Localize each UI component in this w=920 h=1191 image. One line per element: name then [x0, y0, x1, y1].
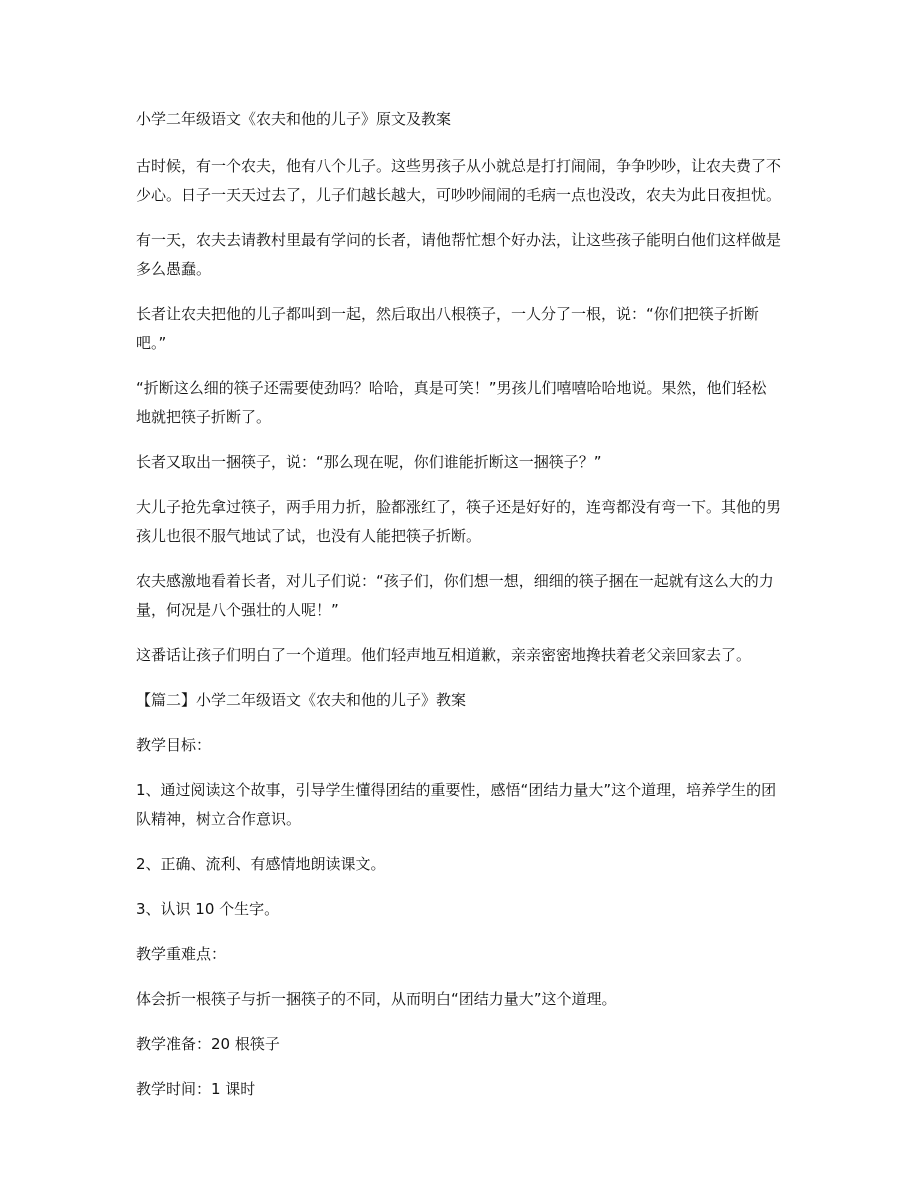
story-paragraph-2: 有一天，农夫去请教村里最有学问的长者，请他帮忙想个好办法，让这些孩子能明白他们这样做是多么愚蠢。	[136, 231, 782, 278]
story-paragraph-8: 这番话让孩子们明白了一个道理。他们轻声地互相道歉，亲亲密密地搀扶着老父亲回家去了。	[136, 646, 752, 664]
story-paragraph-7: 农夫感激地看着长者，对儿子们说：“孩子们，你们想一想，细细的筷子捆在一起就有这么大的力量，何况是八个强壮的人呢！”	[136, 572, 774, 619]
teaching-preparation: 教学准备：20 根筷子	[136, 1035, 280, 1053]
teaching-goal-3: 3、认识 10 个生字。	[136, 900, 280, 918]
teaching-goal-1: 1、通过阅读这个故事，引导学生懂得团结的重要性，感悟“团结力量大”这个道理，培养学生的团队精神，树立合作意识。	[136, 781, 777, 828]
story-paragraph-6: 大儿子抢先拿过筷子，两手用力折，脸都涨红了，筷子还是好好的，连弯都没有弯一下。其他的男孩儿也很不服气地试了试，也没有人能把筷子折断。	[136, 498, 782, 545]
story-paragraph-1: 古时候，有一个农夫，他有八个儿子。这些男孩子从小就总是打打闹闹，争争吵吵，让农夫费了不少心。日子一天天过去了，儿子们越长越大，可吵吵闹闹的毛病一点也没改，农夫为此日夜担忧。	[136, 157, 782, 204]
document-body	[136, 105, 781, 1120]
section-heading-part-two: 【篇二】小学二年级语文《农夫和他的儿子》教案	[136, 691, 467, 709]
story-paragraph-5: 长者又取出一捆筷子，说：“那么现在呢，你们谁能折断这一捆筷子？”	[136, 453, 602, 471]
story-paragraph-3: 长者让农夫把他的儿子都叫到一起，然后取出八根筷子，一人分了一根，说：“你们把筷子折断吧。”	[136, 305, 759, 352]
teaching-time: 教学时间：1 课时	[136, 1080, 256, 1098]
key-points-heading: 教学重难点：	[136, 945, 227, 963]
story-paragraph-4: “折断这么细的筷子还需要使劲吗？哈哈，真是可笑！”男孩儿们嘻嘻哈哈地说。果然，他们轻松地就把筷子折断了。	[136, 379, 767, 426]
document-title: 小学二年级语文《农夫和他的儿子》原文及教案	[136, 110, 452, 128]
teaching-goals-heading: 教学目标：	[136, 736, 212, 754]
key-points-text: 体会折一根筷子与折一捆筷子的不同，从而明白“团结力量大”这个道理。	[136, 990, 617, 1008]
teaching-goal-2: 2、正确、流利、有感情地朗读课文。	[136, 855, 386, 873]
